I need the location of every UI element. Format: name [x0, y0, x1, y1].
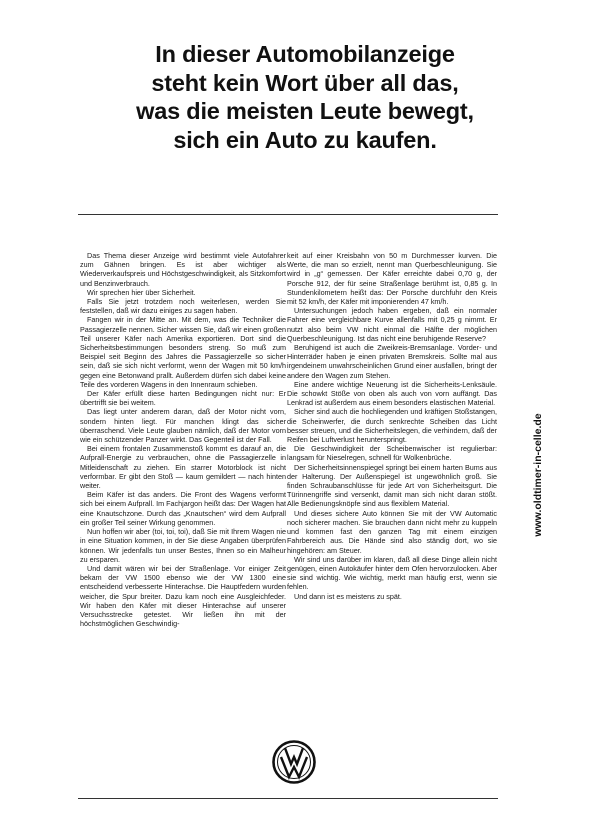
headline-line: sich ein Auto zu kaufen.	[173, 126, 437, 153]
top-divider	[78, 214, 498, 215]
body-paragraph: Wir sind uns darüber im klaren, daß all diese Dinge allein nicht genügen, einen Autokäufer hinter dem Ofen hervorzulocken. Aber sie sind wichtig. Wie wichtig, merkt man häufig erst, wenn sie fehlen.	[287, 554, 497, 592]
headline-line: In dieser Automobilanzeige	[155, 41, 455, 67]
body-paragraph: Untersuchungen jedoch haben ergeben, daß ein normaler Fahrer eine vergleichbare Kurve allenfalls mit 0,25 g nimmt. Er nutzt also beim VW nicht einmal die Hälfte der möglichen Querbeschleunigung. Ist das nicht eine beruhigende Reserve?	[287, 306, 497, 343]
body-paragraph: Eine andere wichtige Neuerung ist die Sicherheits-Lenksäule. Die schowkt Stöße von oben als auch von vorn auffängt. Das Lenkrad ist außerdem aus einem besonders elastischen Material.	[287, 379, 497, 408]
body-column-right	[287, 251, 497, 601]
body-paragraph: Und damit wären wir bei der Straßenlage. Vor einiger Zeit bekam der VW 1500 ebenso wie der VW 1300 eine entscheidend verbesserte Hinterachse. Die Hauptfedern wurden weicher, die Spur breiter. Dazu kam noch eine Ausgleichfeder. Wir haben den Käfer mit dieser Hinterachse auf unserer Versuchsstrecke getestet. Wir ließen ihn mit der höchstmöglichen Geschwindig-	[80, 563, 286, 629]
body-paragraph: Und dann ist es meistens zu spät.	[294, 591, 402, 601]
headline-line: steht kein Wort über all das,	[151, 69, 459, 96]
body-paragraph: Falls Sie jetzt trotzdem noch weiterlesen, werden Sie feststellen, daß wir dazu einiges zu sagen haben.	[80, 297, 286, 316]
body-paragraph: Beim Käfer ist das anders. Die Front des Wagens verformt sich bei einem Aufprall. Im Fachjargon heißt das: Der Wagen hat eine Knautschzone. Durch das „Knautschen“ wird dem Aufprall ein großer Teil seiner Wirkung genommen.	[80, 490, 286, 527]
body-paragraph: Bei einem frontalen Zusammenstoß kommt es darauf an, die Aufprall-Energie zu verbrauchen, ohne die Passagierzelle in Mitleidenschaft zu ziehen. Ein starrer Motorblock ist nicht verformbar. Er gibt den Stoß — kaum gemildert — nach hinten weiter.	[80, 444, 286, 491]
vw-logo-icon	[272, 740, 316, 784]
body-paragraph: Beruhigend ist auch die Zweikreis-Bremsanlage. Vorder- und Hinterräder haben je einen privaten Bremskreis. Sollte mal aus irgendeinem unwahrscheinlichen Grund einer ausfallen, bringt der andere den Wagen zum Stehen.	[287, 343, 497, 380]
watermark	[528, 395, 548, 555]
body-paragraph: keit auf einer Kreisbahn von 50 m Durchmesser kurven. Die Werte, die man so erzielt, nennt man Querbeschleunigung. Sie wird in „g“ gemessen. Der Käfer erreichte dabei 0,70 g, der Porsche 912, der für seine Straßenlage berühmt ist, 0,85 g. In Stundenkilometern heißt das: Der Porsche durchfuhr den Kreis mit 52 km/h, der Käfer mit imponierenden 47 km/h.	[287, 251, 497, 307]
body-paragraph: Die Geschwindigkeit der Scheibenwischer ist regulierbar: langsam für Nieselregen, schnell für Wolkenbrüche.	[287, 444, 497, 463]
headline-line: was die meisten Leute bewegt,	[136, 98, 474, 124]
headline	[60, 40, 550, 154]
body-paragraph: Sicher sind auch die hochliegenden und kräftigen Stoßstangen, die Scheinwerfer, die durch senkrechte Scheiben das Licht besser streuen, und die Sicherheitslegen, die verhindern, daß der Reifen bei Luftverlust herunterspringt.	[287, 407, 497, 445]
body-paragraph: Das liegt unter anderem daran, daß der Motor nicht vorn, sondern hinten liegt. Für manchen klingt das sicher überraschend. Viele Leute glauben nämlich, daß der Motor vorn wie ein schützender Panzer wirkt. Das Gegenteil ist der Fall.	[80, 407, 286, 445]
body-paragraph: Das Thema dieser Anzeige wird bestimmt viele Autofahrer zum Gähnen bringen. Es ist aber wichtiger als Wiederverkaufspreis und Höchstgeschwindigkeit, als Sitzkomfort und Benzinverbrauch.	[80, 251, 286, 288]
body-paragraph: Wir sprechen hier über Sicherheit.	[87, 287, 196, 297]
bottom-divider	[78, 798, 498, 799]
body-paragraph: Nun hoffen wir aber (toi, toi, toi), daß Sie mit Ihrem Wagen nie in eine Situation kommen, in der Sie diese Angaben überprüfen können. Wir jedenfalls tun unser Bestes, Ihnen so ein Malheur zu ersparen.	[80, 527, 286, 564]
body-paragraph: Und dieses sichere Auto können Sie mit der VW Automatic noch sicherer machen. Sie brauchen dann nicht mehr zu kuppeln und kommen fast den ganzen Tag mit einem einzigen Fahrbereich aus. Die Hände sind also ständig dort, wo sie hingehören: am Steuer.	[287, 508, 497, 555]
body-paragraph: Fangen wir in der Mitte an. Mit dem, was die Techniker die Passagierzelle nennen. Sicher wissen Sie, daß wir einen großen Teil unserer Käfer nach Amerika exportieren. Dort sind die Sicherheitsbestimmungen besonders streng. So muß zum Beispiel seit Beginn des Jahres die Passagierzelle so sicher sein, daß sie sich nicht verformt, wenn der Wagen mit 50 km/h gegen eine Betonwand prallt. Außerdem dürfen sich dabei keine Teile des vorderen Wagens in den Innenraum schieben.	[80, 315, 286, 389]
watermark-text: www.oldtimer-in-celle.de	[532, 413, 544, 537]
body-paragraph: Der Sicherheitsinnenspiegel springt bei einem harten Bums aus der Halterung. Der Außenspiegel ist ungewöhnlich groß. Sie finden Schraubanschlüsse für jede Art von Sicherheitsgurt. Die Türinnengriffe sind versenkt, damit man sich nicht daran stößt. Alle Bedienungsknöpfe sind aus flexiblem Material.	[287, 462, 497, 509]
body-column-left	[80, 251, 286, 628]
body-paragraph: Der Käfer erfüllt diese harten Bedingungen nicht nur: Er übertrifft sie bei weitem.	[80, 389, 286, 408]
